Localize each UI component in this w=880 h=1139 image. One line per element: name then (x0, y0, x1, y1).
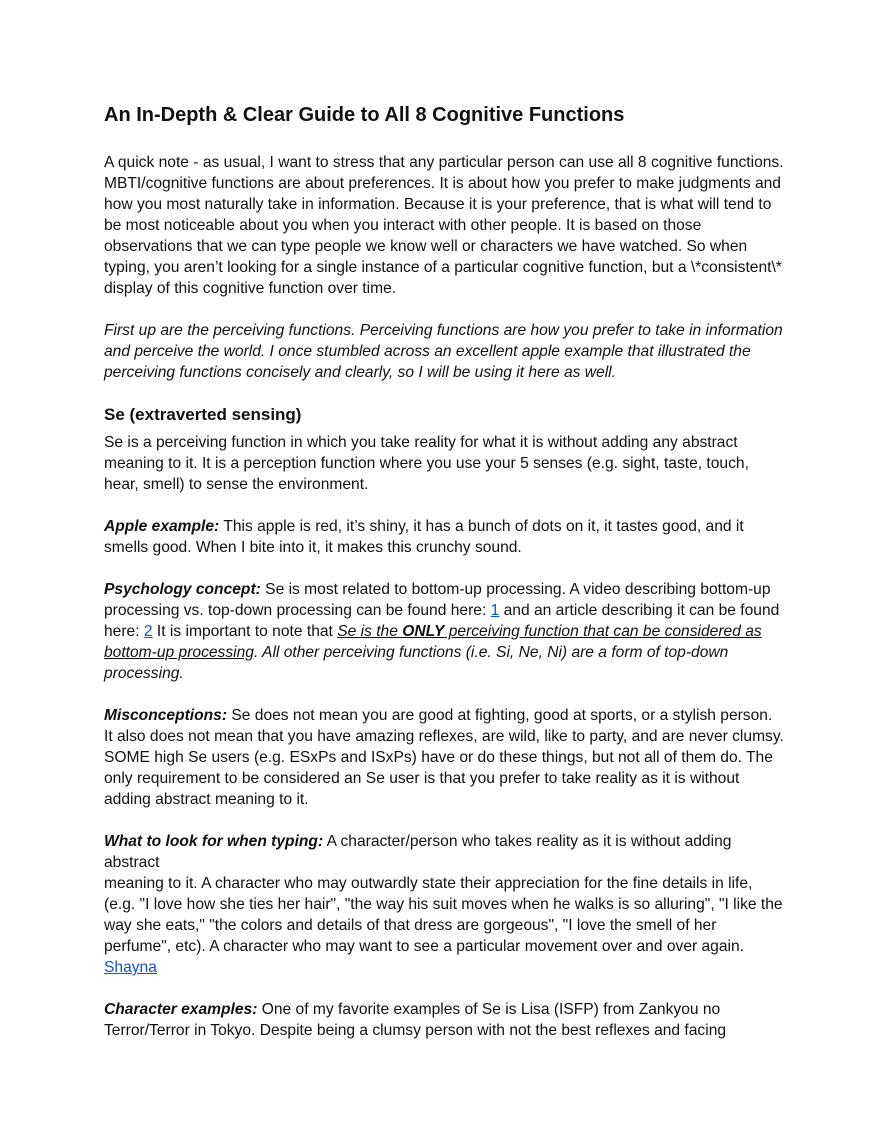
shayna-link[interactable]: Shayna (104, 959, 157, 976)
psychology-concept-paragraph (104, 579, 784, 684)
psychology-text-1: Se is most related to bottom-up processing. A video describing bottom-up processing vs. top-down processing can be found here: (104, 581, 771, 619)
what-to-look-for-paragraph (104, 831, 784, 873)
perceiving-intro-paragraph: First up are the perceiving functions. Perceiving functions are how you prefer to take in information and perceive the world. I once stumbled across an excellent apple example that illustrated the perceiving functions concisely and clearly, so I will be using it here as well. (104, 322, 783, 381)
psychology-emphasis-1: Se is the (337, 623, 403, 640)
what-to-look-for-label: What to look for when typing: (104, 833, 324, 850)
what-to-look-for-continued (104, 873, 784, 978)
character-examples-label: Character examples: (104, 1001, 258, 1018)
video-link-1[interactable]: 1 (490, 602, 500, 619)
article-link-2[interactable]: 2 (143, 623, 153, 640)
character-examples-text: One of my favorite examples of Se is Lisa (ISFP) from Zankyou no Terror/Terror in Tokyo. Despite being a clumsy person with not the best reflexes and facing (104, 1001, 727, 1039)
apple-example-text: This apple is red, it’s shiny, it has a bunch of dots on it, it tastes good, and it smells good. When I bite into it, it makes this crunchy sound. (104, 518, 744, 556)
intro-paragraph: A quick note - as usual, I want to stress that any particular person can use all 8 cognitive functions. MBTI/cognitive functions are about preferences. It is about how you prefer to make judgments and how you most naturally take in information. Because it is your preference, that is what will tend to be most noticeable about you when you interact with other people. It is based on those observations that we can type people we know well or characters we have watched. So when typing, you aren’t looking for a single instance of a particular cognitive function, but a \*consistent\* display of this cognitive function over time. (104, 154, 784, 297)
misconceptions-paragraph (104, 705, 784, 810)
apple-example-label: Apple example: (104, 518, 220, 535)
psychology-emphasis-only: ONLY (402, 623, 445, 640)
psychology-text-4: . All other perceiving functions (i.e. Si, Ne, Ni) are a form of top-down processing. (104, 644, 729, 682)
misconceptions-text: Se does not mean you are good at fighting, good at sports, or a stylish person. It also does not mean that you have amazing reflexes, are wild, like to party, and are never clumsy. SOME high Se users (e.g. ESxPs and ISxPs) have or do these things, but not all of them do. The only requirement to be considered an Se user is that you prefer to take reality as it is without adding abstract meaning to it. (104, 707, 784, 808)
character-examples-paragraph (104, 999, 784, 1041)
misconceptions-label: Misconceptions: (104, 707, 228, 724)
document-page (104, 100, 784, 1062)
psychology-text-3: It is important to note that (152, 623, 338, 640)
psychology-concept-label: Psychology concept: (104, 581, 261, 598)
psychology-emphasis-2: perceiving function that can be considered as bottom-up processing (104, 623, 762, 661)
apple-example-paragraph (104, 516, 784, 558)
se-heading: Se (extraverted sensing) (104, 405, 302, 424)
psychology-text-2: and an article describing it can be found here: (104, 602, 780, 640)
se-definition-paragraph: Se is a perceiving function in which you take reality for what it is without adding any abstract meaning to it. It is a perception function where you use your 5 senses (e.g. sight, taste, touch, hear, smell) to sense the environment. (104, 434, 749, 493)
document-title: An In-Depth & Clear Guide to All 8 Cognitive Functions (104, 104, 625, 126)
what-to-look-for-text-2: meaning to it. A character who may outwardly state their appreciation for the fine details in life, (e.g. "I love how she ties her hair", "the way his suit moves when he walks is so alluring", "I like the way she eats," "the colors and details of that dress are gorgeous", "I love the smell of her perfume", etc). A character who may want to see a particular movement over and over again. (104, 875, 783, 955)
what-to-look-for-text-1: A character/person who takes reality as it is without adding abstract (104, 833, 732, 871)
